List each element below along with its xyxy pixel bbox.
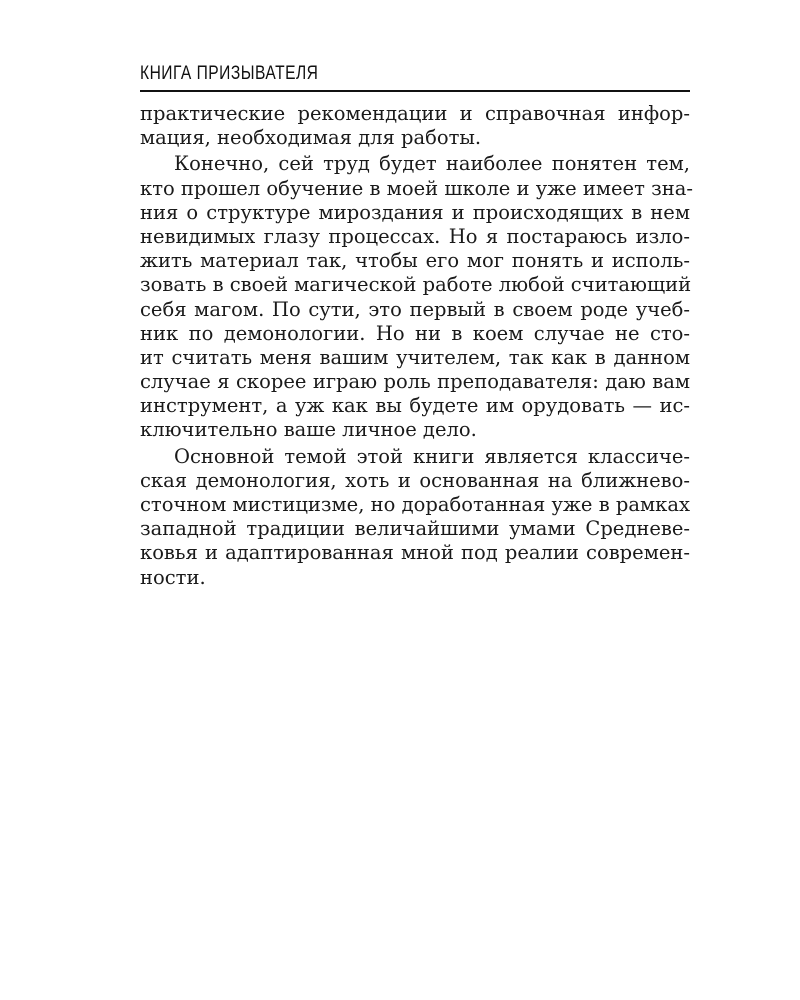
text-line: сточном мистицизме, но доработанная уже в рамках — [140, 493, 690, 516]
running-head: КНИГА ПРИЗЫВАТЕЛЯ — [140, 63, 319, 84]
text-line: практические рекомендации и справочная инфор- — [140, 102, 690, 125]
text-line: ник по демонологии. Но ни в коем случае не сто- — [140, 321, 690, 345]
text-line: Конечно, сей труд будет наиболее понятен тем, — [174, 152, 690, 176]
text-line: кто прошел обучение в моей школе и уже имеет зна- — [140, 176, 693, 200]
text-line: ключительно ваше личное дело. — [140, 418, 477, 442]
text-line: западной традиции величайшими умами Средневе- — [140, 517, 690, 541]
header-rule — [140, 90, 690, 92]
body-text — [140, 102, 693, 590]
text-line: ковья и адаптированная мной под реалии современ- — [140, 541, 690, 565]
text-line: себя магом. По сути, это первый в своем роде учеб- — [140, 297, 690, 321]
text-line: случае я скорее играю роль преподавателя: даю вам — [140, 370, 690, 394]
text-line: жить материал так, чтобы его мог понять и исполь- — [140, 249, 690, 273]
text-line: инструмент, а уж как вы будете им орудовать — ис- — [140, 394, 690, 418]
text-line: Основной темой этой книги является классиче- — [174, 444, 690, 468]
text-line: зовать в своей магической работе любой считающий — [140, 273, 692, 297]
paragraph — [140, 445, 690, 590]
paragraph — [140, 102, 690, 150]
paragraph — [140, 152, 693, 442]
text-line: ская демонология, хоть и основанная на ближнево- — [140, 468, 690, 492]
book-page — [140, 62, 693, 590]
text-line: ния о структуре мироздания и происходящих в нем — [140, 200, 690, 224]
text-line: ит считать меня вашим учителем, так как в данном — [140, 345, 690, 369]
text-line: ности. — [140, 565, 206, 589]
text-line: мация, необходимая для работы. — [140, 126, 482, 150]
text-line: невидимых глазу процессах. Но я постараюсь изло- — [140, 224, 690, 248]
